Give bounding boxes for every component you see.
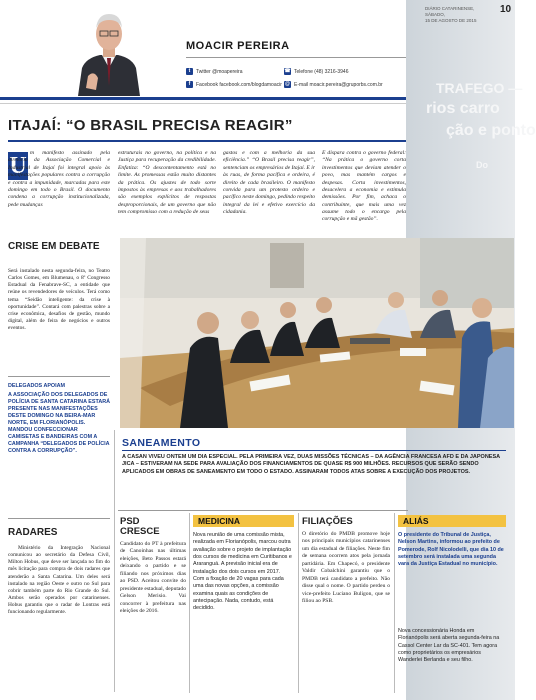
publication-date: 15 DE AGOSTO DE 2015 xyxy=(425,17,477,23)
columnist-photo xyxy=(74,6,144,96)
radares-title: RADARES xyxy=(8,527,58,538)
alias-lead: O presidente do Tribunal de Justiça, Nelson Martins, informou ao prefeito de Pomerode, Rolf Nicolodelli, que dia 10 de setembro será instalada uma segunda vara da Justiça Estadual no município. xyxy=(398,532,504,568)
main-headline: ITAJAÍ: “O BRASIL PRECISA REAGIR” xyxy=(8,117,293,134)
article-col1-text: m manifesto assinado pela diretoria da Associação Comercial e Industrial de Itajaí foi integral apoio às manifestações populares contra a corrupção e contra a impunidade, marcadas para este domingo em todo o Brasil. O documento condena a corrupção institucionalizada, pede mudanças xyxy=(8,150,110,208)
delegados-text: A ASSOCIAÇÃO DOS DELEGADOS DE POLÍCIA DE SANTA CATARINA ESTARÁ PRESENTE NAS MANIFESTAÇÕES DESTE DOMINGO NA BEIRA-MAR NORTE, EM FLORIANÓPOLIS. MANDOU CONFECCIONAR CAMISETAS E BANDEIRAS COM A CAMPANHA “DELEGADOS DE POLÍCIA CONTRA A CORRUPÇÃO”. xyxy=(8,392,111,455)
psd-title: PSD CRESCE xyxy=(120,516,160,538)
header-blue-bar xyxy=(0,97,406,100)
name-divider xyxy=(186,57,406,58)
radares-text: Ministério da Integração Nacional comunicou ao secretário da Defesa Civil, Milton Hobus, que deve ser lançada no fim do mês licitação para compra de dois radares que atenderão a Santa Catarina. Um deles será instalado na região Oeste e outro no Sul para cobrir também parte do Rio Grande do Sul. Ambos serão operados por catarinenses. Hobus garantiu que o radar de Lontras está funcionando regularmente. xyxy=(8,545,110,616)
facebook-text: Facebook facebook.com/blogdamoacir xyxy=(196,81,282,88)
article-column-1 xyxy=(8,150,110,209)
saneamento-rule xyxy=(122,450,506,451)
phone-icon: ☎ xyxy=(284,68,291,74)
drop-cap: U xyxy=(9,153,27,179)
medicina-text: Nova reunião de uma comissão mista, realizada em Florianópolis, marcou outra avaliação sobre o projeto de implantação dos cursos de medicina em Curitibanos e Araranguá. A previsão inicial era de instalação dos dois cursos em 2017. Com a fixação de 20 vagas para cada uma das novas opções, a comissão examina quais as condições de antecipação. Nada, contudo, está decidido. xyxy=(193,532,292,612)
article-col4-text: E dispara contra o governo federal: “Na prática o governo corta investimentos que deviam atender o povo, mas mantém cargos e despesas. Corta investimentos, desacelera a economia e estimula demissões. Por fim, achaca o contribuinte, que mais uma vez assume todo o encargo pela corrupção e mã gestão”. xyxy=(322,150,406,223)
filiacoes-text: O diretório do PMDB promove hoje nos principais municípios catarinenses um dia estadual de filiações. Neste fim de semana ocorrem atos pela jornada partidária. Em Chapecó, o presidente Valdir Cobalchini garantiu que o PMDB terá candidato a prefeito. Não disse qual o nome. O partido perdeu o vice-prefeito Luciano Buligon, que se filiou ao PSB. xyxy=(302,531,390,604)
side-divider-1 xyxy=(8,376,110,377)
medicina-tag-row xyxy=(193,515,294,527)
crise-title: CRISE EM DEBATE xyxy=(8,241,100,252)
phone-text: Telefone (48) 3216-3946 xyxy=(294,68,349,75)
bottom-divider-2 xyxy=(298,513,299,693)
adjacent-page-background: TRAFEGO — rios carro ção e ponto Do xyxy=(406,0,515,700)
bottom-divider-1 xyxy=(189,513,190,693)
headline-blue-rule xyxy=(8,140,406,142)
email-icon: @ xyxy=(285,81,290,87)
meeting-photo xyxy=(120,238,514,428)
publication-day: SÁBADO, xyxy=(425,11,446,17)
columnist-name: MOACIR PEREIRA xyxy=(186,40,290,52)
alias-tag: ALIÁS xyxy=(398,515,506,527)
article-column-3 xyxy=(223,150,315,216)
side-vertical-rule xyxy=(114,430,115,692)
alias-tag-row xyxy=(398,515,506,527)
twitter-contact[interactable] xyxy=(186,68,242,75)
twitter-icon: t xyxy=(186,68,193,75)
article-column-4 xyxy=(322,150,406,224)
psd-text: Candidato do PT à prefeitura de Canoinhas nas últimas eleições, Beto Passos estará deixando o partido e se filiando nos próximos dias ao PSD. Aceitou convite do presidente estadual, deputado Gelson Merisio. Vai concorrer à prefeitura nas eleições de 2016. xyxy=(120,541,187,614)
header-thin-rule xyxy=(0,103,406,104)
saneamento-title: SANEAMENTO xyxy=(122,437,201,449)
bottom-divider-3 xyxy=(394,513,395,693)
email-text: E-mail moacir.pereira@gruporbs.com.br xyxy=(294,81,383,88)
facebook-icon: f xyxy=(186,81,193,88)
twitter-text: Twitter @moapereira xyxy=(196,68,243,75)
delegados-title: DELEGADOS APOIAM xyxy=(8,383,66,389)
crise-text: Será instalado nesta segunda-feira, no Teatro Carlos Gomes, em Blumenau, o 8º Congresso Estadual da Fenabrave-SC, a entidade que reúne os revendedores de veículos. Terá como tema “Seidão inteligente: da crise à oportunidade”. Contará com palestras sobre a crise econômica, desafios de gestão, mundo digital, além de feira de negócios e outros eventos. xyxy=(8,268,110,331)
article-column-2 xyxy=(118,150,216,216)
alias-text: Nova concessionária Honda em Florianópolis será aberta segunda-feira na Cassol Center Lar da SC-401. Tem agora como proprietários os empresários Wanderlei Berlanda e seu filho. xyxy=(398,628,500,664)
phone-contact[interactable] xyxy=(284,68,349,75)
article-col3-text: gastos e com a melhoria da sua eficiência.” “O Brasil precisa reagir”, sentenciam os empresários de Itajaí. E ir às ruas, de forma pacífica e ordeira, é direito de cada brasileiro. O manifesto convida para um protesto ordeiro e pacífico neste domingo, pedindo respeito integral da lei e efetivo exercício da cidadania. xyxy=(223,150,315,215)
paper-name: DIÁRIO CATARINENSE, xyxy=(425,6,475,11)
page-number: 10 xyxy=(500,4,512,15)
email-contact[interactable] xyxy=(284,81,383,88)
saneamento-text: A CASAN VIVEU ONTEM UM DIA ESPECIAL. PELA PRIMEIRA VEZ, DUAS MISSÕES TÉCNICAS – DA AGÊNCIA FRANCESA AFD E DA JAPONESA JICA – ESTIVERAM NA SEDE PARA AVALIAÇÃO DOS FINANCIAMENTOS DE QUASE R$ 900 MILHÕES. RECURSOS QUE SERÃO SENDO APLICADOS EM OBRAS DE SANEAMENTO EM TODO O ESTADO. ASSINARAM TODOS ATAS SOBRE A EXECUÇÃO DOS PROJETOS. xyxy=(122,454,500,475)
article-col2-text: estruturais no governo, na política e na Justiça para recuperação da credibilidade. Enfatiza: “O descontentamento está no limite. As promessas estão muito distantes da prática. Os ajustes de todo sorte impostos às empresas e aos trabalhadores são exemplos explícitos de respostas desproporcionais, de um governo que não tem compromisso com a redução de seus xyxy=(118,150,216,215)
filiacoes-title: FILIAÇÕES xyxy=(302,516,353,527)
facebook-contact[interactable] xyxy=(186,81,282,88)
bottom-top-rule xyxy=(118,510,408,511)
medicina-tag: MEDICINA xyxy=(193,515,294,527)
side-divider-2 xyxy=(8,518,110,519)
